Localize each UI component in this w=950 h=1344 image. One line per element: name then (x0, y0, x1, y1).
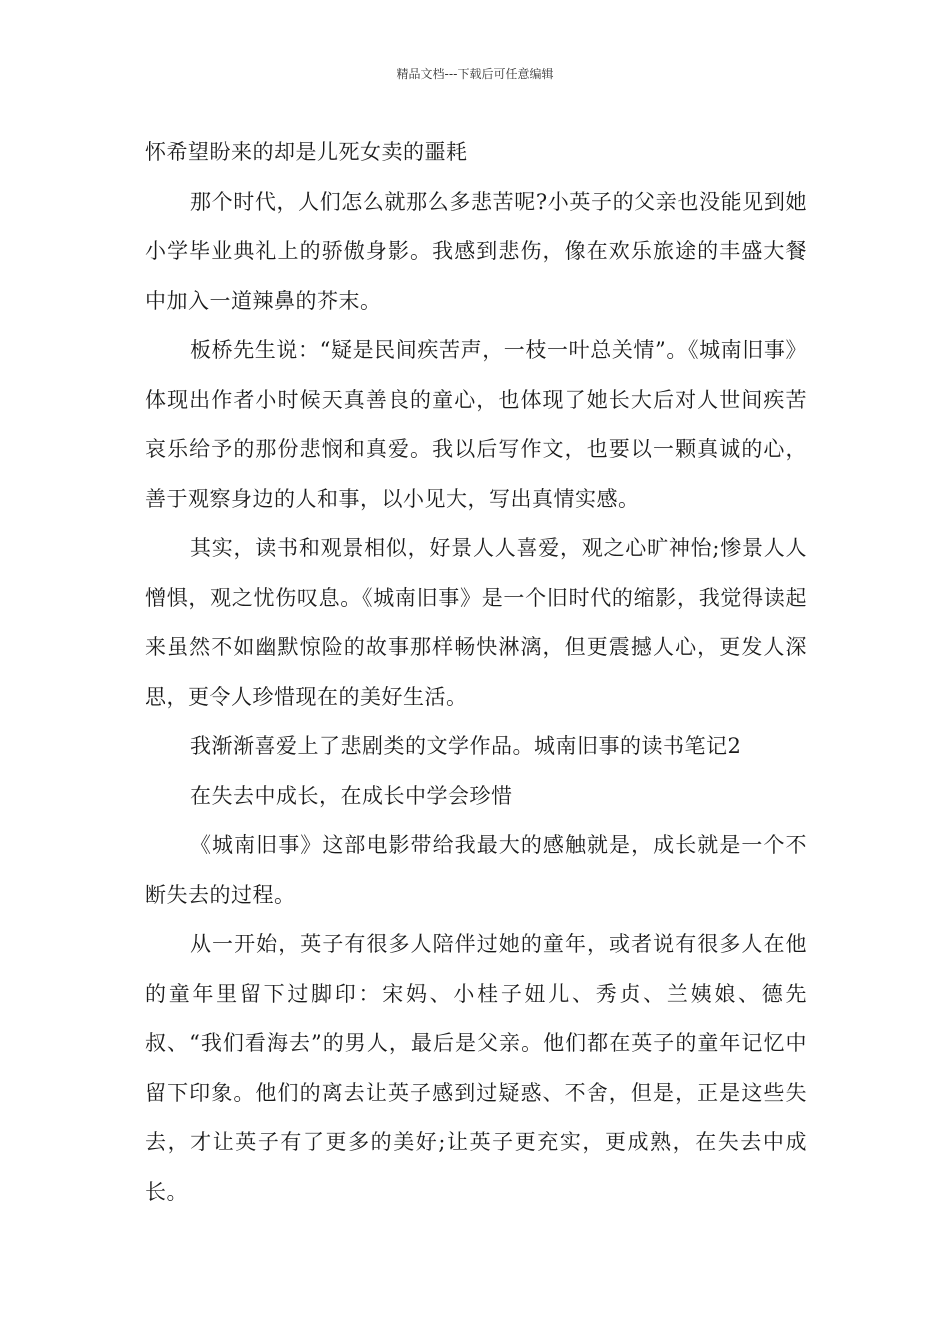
paragraph-8: 从一开始，英子有很多人陪伴过她的童年，或者说有很多人在他的童年里留下过脚印：宋妈、小桂子妞儿、秀贞、兰姨娘、德先叔、“我们看海去”的男人，最后是父亲。他们都在英子的童年记忆中留下印象。他们的离去让英子感到过疑惑、不舍，但是，正是这些失去，才让英子有了更多的美好;让英子更充实，更成熟，在失去中成长。 (145, 932, 807, 1204)
document-body (145, 128, 807, 1217)
paragraph-5: 我渐渐喜爱上了悲剧类的文学作品。城南旧事的读书笔记2 (190, 734, 742, 758)
paragraph-3: 板桥先生说：“疑是民间疾苦声，一枝一叶总关情”。《城南旧事》体现出作者小时候天真善良的童心，也体现了她长大后对人世间疾苦哀乐给予的那份悲悯和真爱。我以后写作文，也要以一颗真诚的心，善于观察身边的人和事，以小见大，写出真情实感。 (145, 338, 807, 511)
paragraph-1: 怀希望盼来的却是儿死女卖的噩耗 (145, 140, 468, 164)
paragraph-7: 《城南旧事》这部电影带给我最大的感触就是，成长就是一个不断失去的过程。 (145, 833, 807, 907)
paragraph-6-subtitle: 在失去中成长，在成长中学会珍惜 (190, 783, 513, 808)
paragraph-2: 那个时代，人们怎么就那么多悲苦呢?小英子的父亲也没能见到她小学毕业典礼上的骄傲身影。我感到悲伤，像在欢乐旅途的丰盛大餐中加入一道辣鼻的芥末。 (145, 189, 807, 313)
paragraph-4: 其实，读书和观景相似，好景人人喜爱，观之心旷神怡;惨景人人憎惧，观之忧伤叹息。《城南旧事》是一个旧时代的缩影，我觉得读起来虽然不如幽默惊险的故事那样畅快淋漓，但更震撼人心，更发人深思，更令人珍惜现在的美好生活。 (145, 536, 807, 709)
page-header: 精品文档---下载后可任意编辑 (396, 67, 554, 81)
